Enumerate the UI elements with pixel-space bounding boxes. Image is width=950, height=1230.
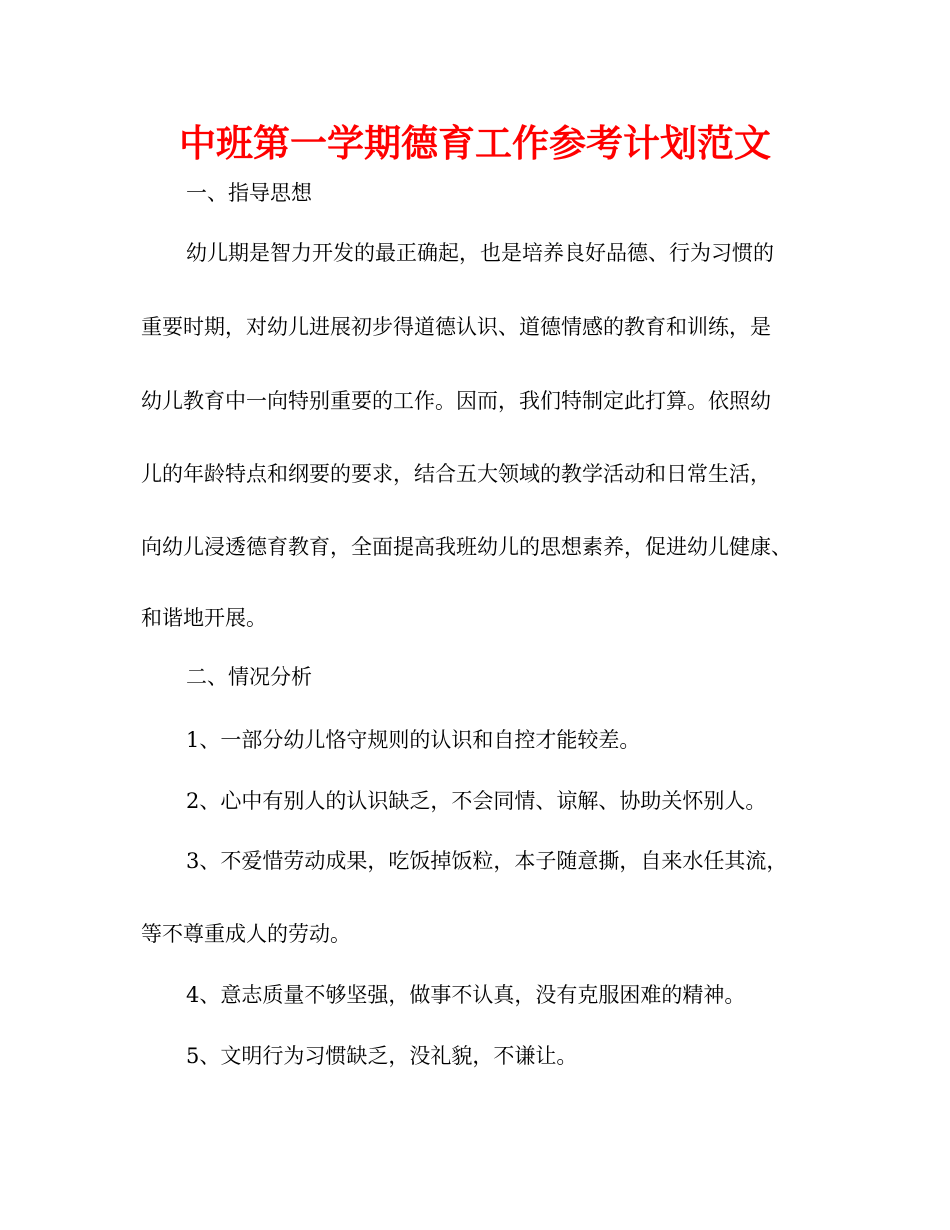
list-item-continuation: 等不尊重成人的劳动。 xyxy=(141,922,351,946)
paragraph-line: 重要时期，对幼儿进展初步得道德认识、道德情感的教育和训练，是 xyxy=(141,315,771,339)
section-heading-guiding-thought: 一、指导思想 xyxy=(186,181,312,205)
paragraph-line: 儿的年龄特点和纲要的要求，结合五大领域的教学活动和日常生活， xyxy=(141,462,771,486)
section-heading-situation-analysis: 二、情况分析 xyxy=(186,665,312,689)
list-item: 5、文明行为习惯缺乏，没礼貌，不谦让。 xyxy=(186,1044,578,1068)
list-item: 2、心中有别人的认识缺乏，不会同情、谅解、协助关怀别人。 xyxy=(186,789,767,813)
paragraph-line: 向幼儿浸透德育教育，全面提高我班幼儿的思想素养，促进幼儿健康、 xyxy=(141,535,792,559)
paragraph-line: 和谐地开展。 xyxy=(141,606,267,630)
document-title: 中班第一学期德育工作参考计划范文 xyxy=(179,122,771,165)
list-item: 4、意志质量不够坚强，做事不认真，没有克服困难的精神。 xyxy=(186,983,746,1007)
list-item: 1、一部分幼儿恪守规则的认识和自控才能较差。 xyxy=(186,728,641,752)
paragraph-line: 幼儿期是智力开发的最正确起，也是培养良好品德、行为习惯的 xyxy=(186,241,774,265)
list-item: 3、不爱惜劳动成果，吃饭掉饭粒，本子随意撕，自来水任其流， xyxy=(186,849,788,873)
paragraph-line: 幼儿教育中一向特别重要的工作。因而，我们特制定此打算。依照幼 xyxy=(141,389,771,413)
